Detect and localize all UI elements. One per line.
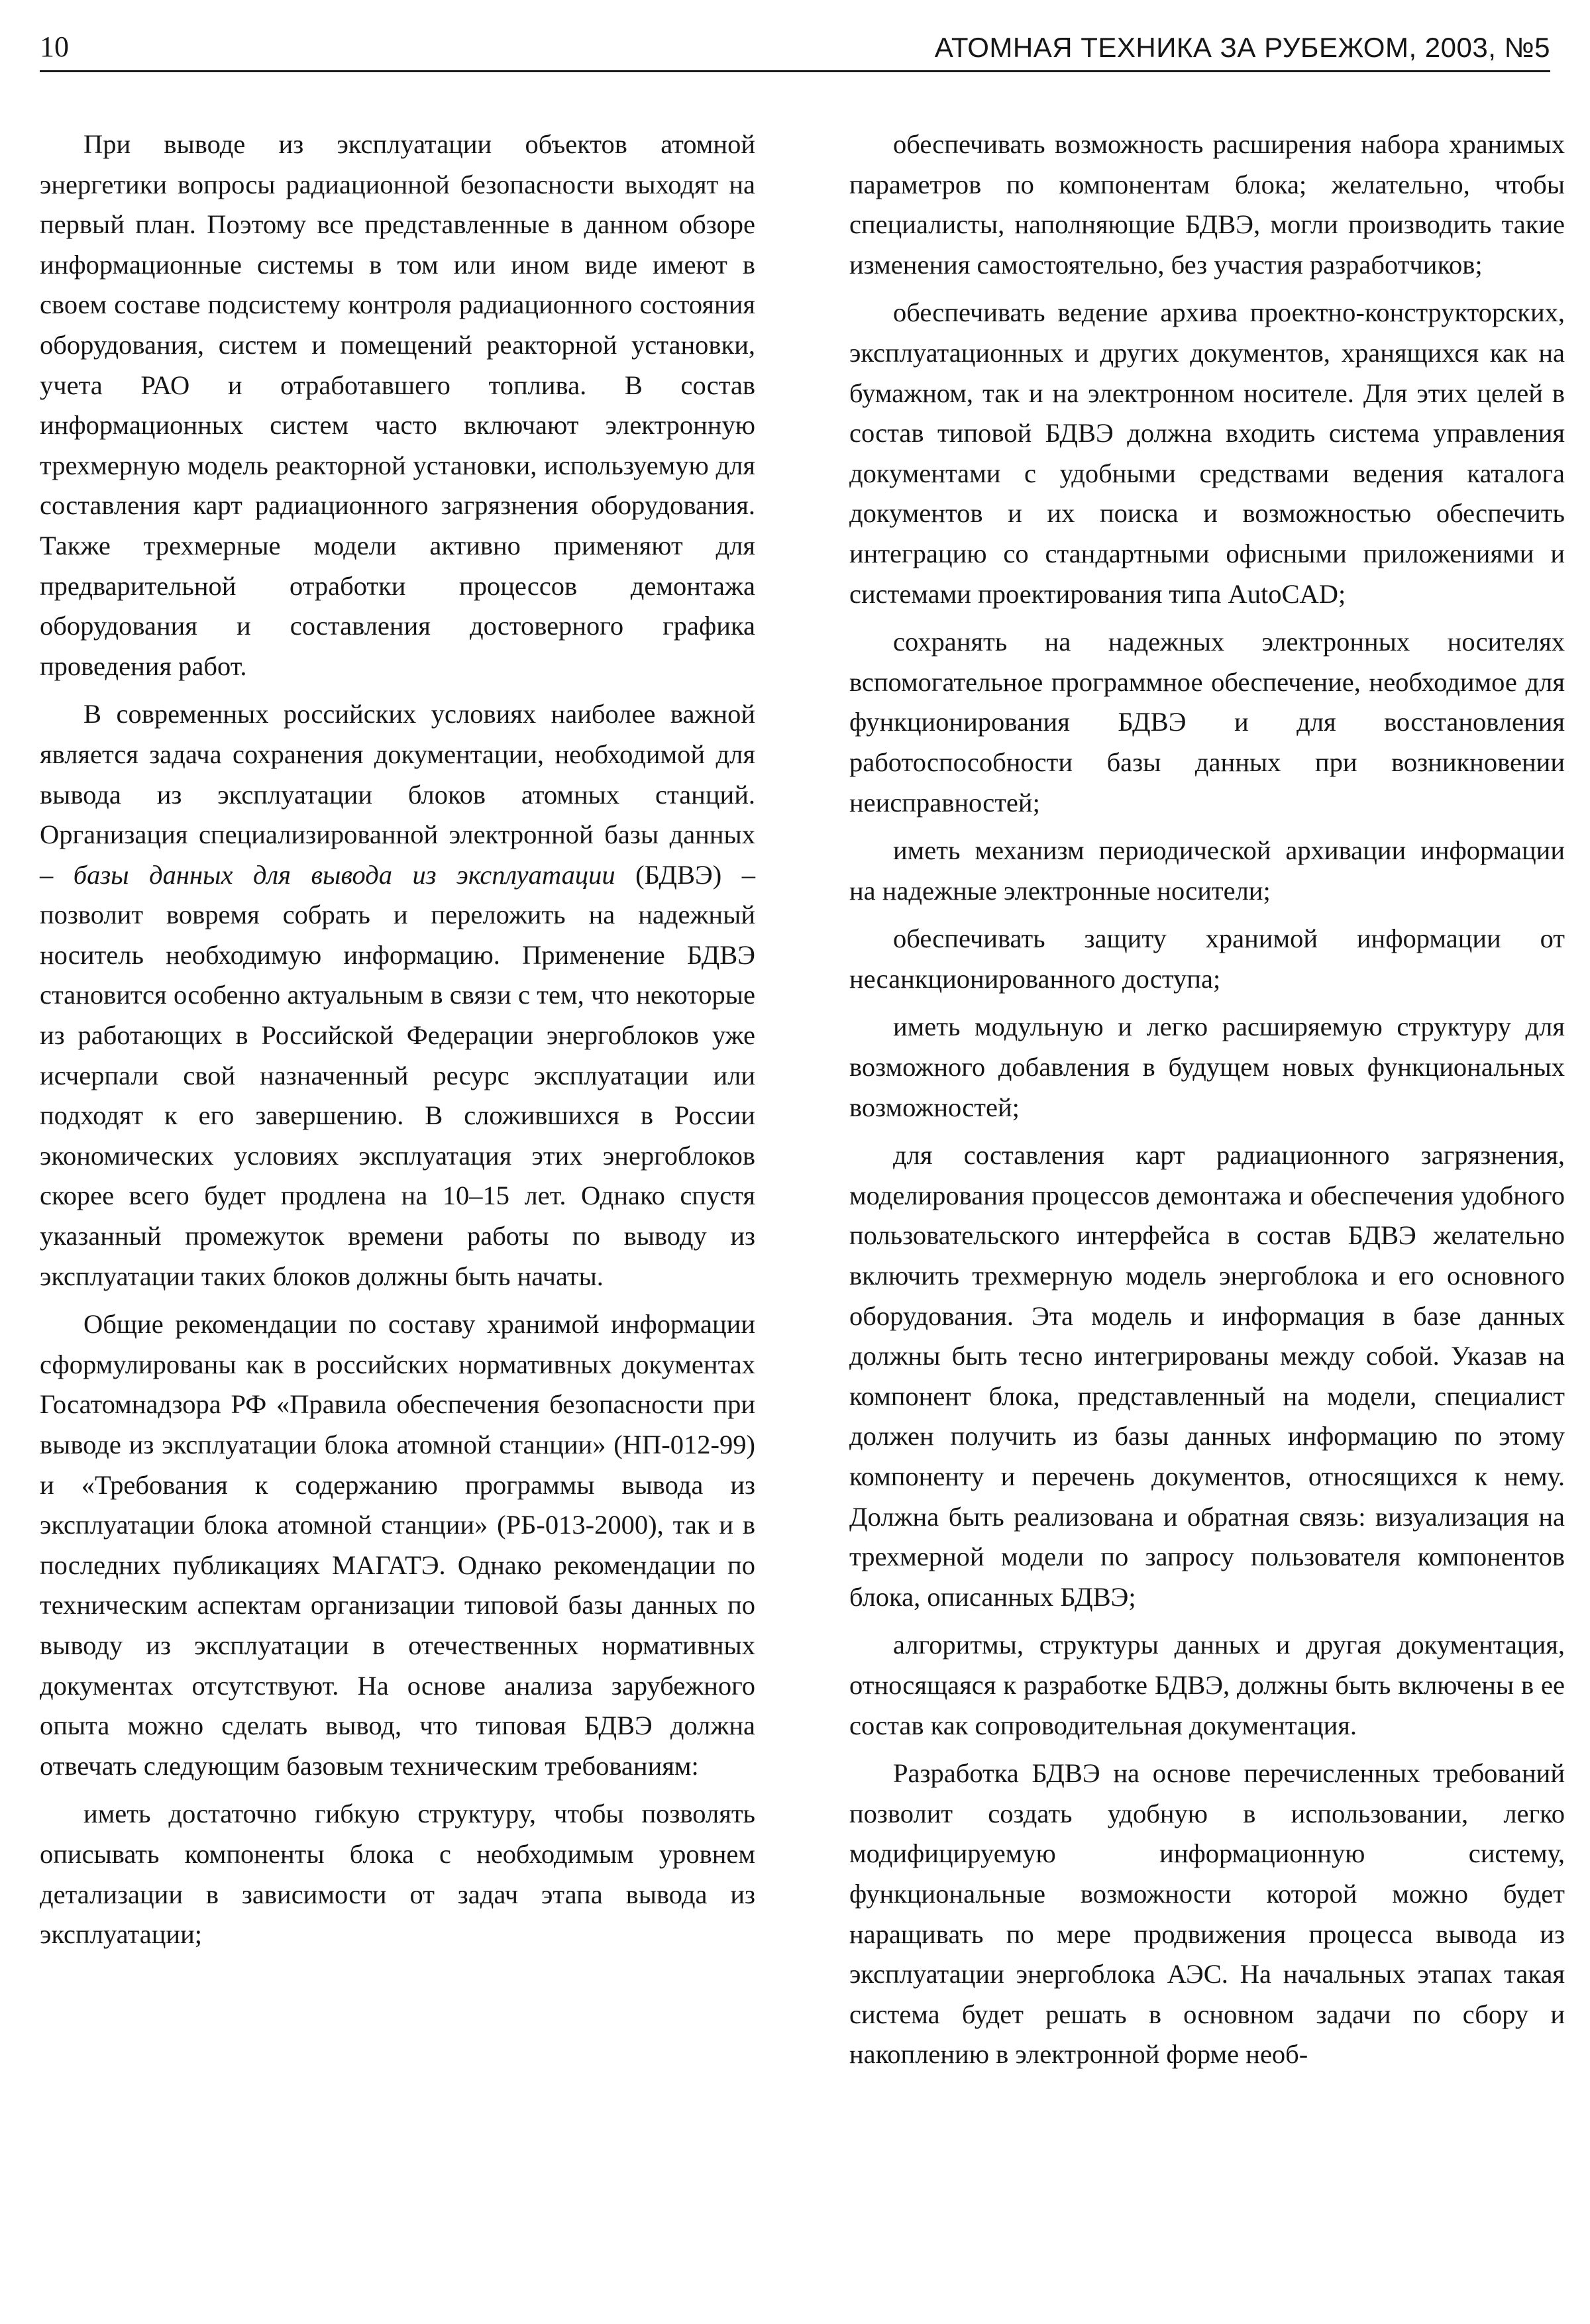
page-header xyxy=(40,23,1550,72)
requirement-item: иметь модульную и легко расширяемую структуру для возможного добавления в будущем новых функциональных возможностей; xyxy=(849,1012,1565,1122)
requirement-item: обеспечивать ведение архива проектно-конструкторских, эксплуатационных и других документов, хранящихся как на бумажном, так и на электронном носителе. Для этих целей в состав типовой БДВЭ должна входить система управления документами с удобными средствами ведения каталога документов и их поиска и возможностью обеспечить интеграцию со стандартными офисными приложениями и системами проектирования типа AutoCAD; xyxy=(849,297,1565,609)
requirement-item: иметь достаточно гибкую структуру, чтобы позволять описывать компоненты блока с необходимым уровнем детализации в зависимости от задач этапа вывода из эксплуатации; xyxy=(40,1799,755,1950)
page-number: 10 xyxy=(40,30,69,63)
paragraph-documentation-task xyxy=(40,694,755,1296)
paragraph-conclusion: Разработка БДВЭ на основе перечисленных требований позволит создать удобную в использовании, легко модифицируемую информационную систему, функциональные возможности которой можно будет наращивать по мере продвижения процесса вывода из эксплуатации энергоблока АЭС. На начальных этапах такая система будет решать в основном задачи по сбору и накоплению в электронной форме необ- xyxy=(849,1758,1565,2070)
paragraph-text: В современных российских условиях наиболее важной является задача сохранения документации, необходимой для вывода из эксплуатации блоков атомных станций. Организация специализированной электронной базы данных – xyxy=(40,699,755,890)
paragraph-text: (БДВЭ) – позволит вовремя собрать и переложить на надежный носитель необходимую информацию. Применение БДВЭ становится особенно актуальным в связи с тем, что некоторые из работающих в Российской Федерации энергоблоков уже исчерпали свой назначенный ресурс эксплуатации или подходят к его завершению. В сложившихся в России экономических условиях эксплуатация этих энергоблоков скорее всего будет продлена на 10–15 лет. Однако спустя указанный промежуток времени работы по выводу из эксплуатации таких блоков должны быть начаты. xyxy=(40,859,755,1291)
right-column xyxy=(849,125,1565,2083)
requirement-item: обеспечивать возможность расширения набора хранимых параметров по компонентам блока; желательно, чтобы специалисты, наполняющие БДВЭ, могли производить такие изменения самостоятельно, без участия разработчиков; xyxy=(849,129,1565,280)
left-column xyxy=(40,125,755,1963)
requirement-item: для составления карт радиационного загрязнения, моделирования процессов демонтажа и обеспечения удобного пользовательского интерфейса в состав БДВЭ желательно включить трехмерную модель энергоблока и его основного оборудования. Эта модель и информация в базе данных должны быть тесно интегрированы между собой. Указав на компонент блока, представленный на модели, специалист должен получить из базы данных информацию по этому компоненту и перечень документов, относящихся к нему. Должна быть реализована и обратная связь: визуализация на трехмерной модели по запросу пользователя компонентов блока, описанных БДВЭ; xyxy=(849,1140,1565,1612)
requirement-item: сохранять на надежных электронных носителях вспомогательное программное обеспечение, необходимое для функционирования БДВЭ и для восстановления работоспособности базы данных при возникновении неисправностей; xyxy=(849,627,1565,818)
journal-title: АТОМНАЯ ТЕХНИКА ЗА РУБЕЖОМ, 2003, №5 xyxy=(934,32,1550,63)
italic-term: базы данных для вывода из эксплуатации xyxy=(73,859,615,890)
paragraph-recommendations: Общие рекомендации по составу хранимой информации сформулированы как в российских нормативных документах Госатомнадзора РФ «Правила обеспечения безопасности при выводе из эксплуатации блока атомной станции» (НП-012-99) и «Требования к содержанию программы вывода из эксплуатации блока атомной станции» (РБ-013-2000), так и в последних публикациях МАГАТЭ. Однако рекомендации по техническим аспектам организации типовой базы данных по выводу из эксплуатации в отечественных нормативных документах отсутствуют. На основе анализа зарубежного опыта можно сделать вывод, что типовая БДВЭ должна отвечать следующим базовым техническим требованиям: xyxy=(40,1309,755,1781)
requirement-item: иметь механизм периодической архивации информации на надежные электронные носители; xyxy=(849,835,1565,906)
requirement-item: обеспечивать защиту хранимой информации от несанкционированного доступа; xyxy=(849,924,1565,994)
requirement-item: алгоритмы, структуры данных и другая документация, относящаяся к разработке БДВЭ, должны быть включены в ее состав как сопроводительная документация. xyxy=(849,1630,1565,1740)
paragraph-radiation-safety: При выводе из эксплуатации объектов атомной энергетики вопросы радиационной безопасности выходят на первый план. Поэтому все представленные в данном обзоре информационные системы в том или ином виде имеют в своем составе подсистему контроля радиационного состояния оборудования, систем и помещений реакторной установки, учета РАО и отработавшего топлива. В состав информационных систем часто включают электронную трехмерную модель реакторной установки, используемую для составления карт радиационного загрязнения оборудования. Также трехмерные модели активно применяют для предварительной отработки процессов демонтажа оборудования и составления достоверного графика проведения работ. xyxy=(40,129,755,681)
